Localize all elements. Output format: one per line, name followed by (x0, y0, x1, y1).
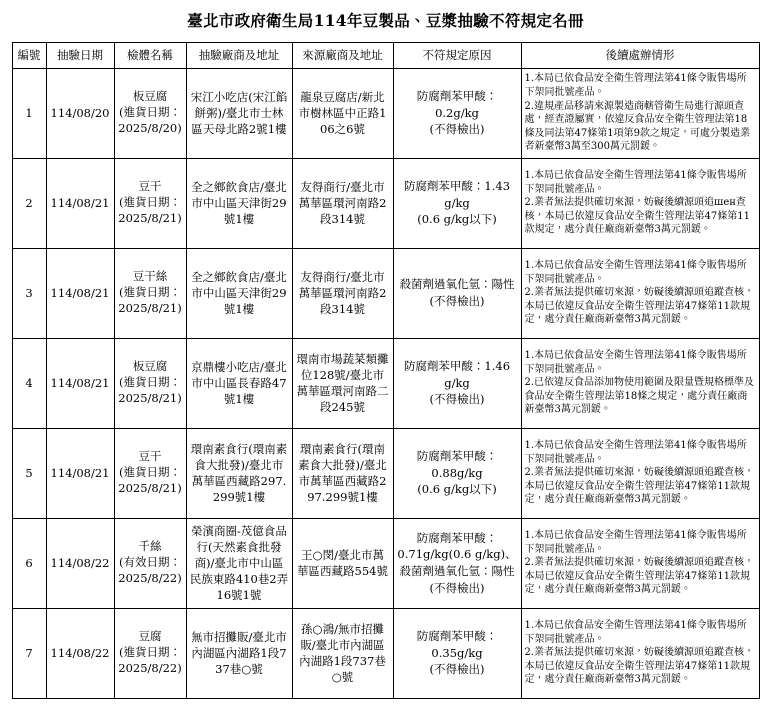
action-line: 2.業者無法提供確切來源，妨礙後續源頭追蹤查核，本局已依違反食品安全衛生管理法第47條第11款規定，處分責任廠商新臺幣3萬元罰鍰。 (524, 647, 755, 686)
sample-name-text: 板豆腐 (132, 89, 168, 104)
action-line: 2.業者無法提供確切來源，妨礙後續源頭追蹤查核，本局已依違反食品安全衛生管理法第47條第11款規定，處分責任廠商新臺幣3萬元罰鍰。 (524, 557, 755, 596)
cell-sample-name (114, 158, 186, 248)
reason-line: (0.6 g/kg以下) (417, 482, 497, 497)
cell-source: 環南素食行(環南素食大批發)/臺北市萬華區西藏路297.299號1樓 (292, 428, 393, 518)
sample-name-text: 千絲 (138, 539, 162, 554)
reason-line: 防腐劑苯甲酸：1.43 g/kg (403, 179, 511, 210)
action-line: 2.業者無法提供確切來源，妨礙後續源頭追蹤查核，本局已依違反食品安全衛生管理法第47條第11款規定，處分責任廠商新臺幣3萬元罰鍰。 (524, 467, 755, 506)
cell-sample-date: 114/08/21 (46, 248, 114, 338)
table-header-row (12, 42, 759, 68)
action-line: 1.本局已依食品安全衛生管理法第41條令販售場所下架同批號產品。 (524, 440, 747, 465)
cell-reason (393, 608, 521, 698)
cell-serial: 5 (12, 428, 46, 518)
reason-line: 防腐劑苯甲酸： (416, 530, 498, 545)
cell-sample-name (114, 248, 186, 338)
inspection-results-table (12, 42, 760, 699)
cell-vendor: 全之鄉飲食店/臺北市中山區天津街29號1樓 (186, 248, 292, 338)
cell-sample-date: 114/08/21 (46, 338, 114, 428)
cell-serial: 4 (12, 338, 46, 428)
cell-source: 孫○鴻/無市招攤販/臺北市內湖區內湖路1段737巷○號 (292, 608, 393, 698)
cell-sample-name (114, 608, 186, 698)
cell-vendor: 榮濱商圈-茂億食品行(天然素食批發商)/臺北市中山區民族東路410巷2弄16號1號 (186, 518, 292, 608)
reason-line: 防腐劑苯甲酸：0.88g/kg (416, 449, 498, 480)
column-header-action: 後續處辦情形 (521, 42, 759, 68)
reason-line: 殺菌劑過氧化氫：陽性 (399, 277, 515, 292)
column-header-source: 來源廠商及地址 (292, 42, 393, 68)
table-row (12, 248, 759, 338)
cell-reason (393, 428, 521, 518)
cell-action (521, 428, 759, 518)
cell-reason (393, 518, 521, 608)
cell-sample-name (114, 518, 186, 608)
cell-action (521, 608, 759, 698)
cell-sample-date: 114/08/21 (46, 428, 114, 518)
cell-source: 友得商行/臺北市萬華區環河南路2段314號 (292, 158, 393, 248)
action-line: 1.本局已依食品安全衛生管理法第41條令販售場所下架同批號產品。 (524, 170, 747, 195)
cell-serial: 7 (12, 608, 46, 698)
reason-line: (不得檢出) (429, 122, 485, 137)
reason-line: 0.71g/kg(0.6 g/kg)、 (397, 547, 517, 562)
cell-sample-date: 114/08/21 (46, 158, 114, 248)
cell-vendor: 無市招攤販/臺北市內湖區內湖路1段737巷○號 (186, 608, 292, 698)
cell-serial: 1 (12, 68, 46, 158)
reason-line: (不得檢出) (429, 294, 485, 309)
action-line: 2.業者無法提供確切來源，妨礙後續源頭追шен查核，本局已依違反食品安全衛生管理法第47條第11款規定，處分責任廠商新臺幣3萬元罰鍰。 (524, 197, 750, 236)
cell-reason (393, 248, 521, 338)
sample-date-note: (進貨日期：2025/8/21) (118, 195, 182, 226)
cell-vendor: 京鼎樓小吃店/臺北市中山區長春路47號1樓 (186, 338, 292, 428)
cell-sample-name (114, 68, 186, 158)
sample-date-note: (進貨日期：2025/8/20) (118, 105, 182, 136)
cell-action (521, 338, 759, 428)
cell-sample-name (114, 428, 186, 518)
cell-source: 王○閔/臺北市萬華區西藏路554號 (292, 518, 393, 608)
cell-reason (393, 338, 521, 428)
cell-vendor: 全之鄉飲食店/臺北市中山區天津街29號1樓 (186, 158, 292, 248)
reason-line: (不得檢出) (429, 662, 485, 677)
action-line: 1.本局已依食品安全衛生管理法第41條令販售場所下架同批號產品。 (524, 73, 747, 98)
column-header-sample-name: 檢體名稱 (114, 42, 186, 68)
action-line: 1.本局已依食品安全衛生管理法第41條令販售場所下架同批號產品。 (524, 620, 747, 645)
sample-name-text: 豆干 (138, 179, 162, 194)
cell-action (521, 68, 759, 158)
table-body (12, 68, 759, 698)
cell-sample-date: 114/08/20 (46, 68, 114, 158)
sample-name-text: 豆腐 (138, 629, 162, 644)
cell-reason (393, 68, 521, 158)
reason-line: 防腐劑苯甲酸：1.46 g/kg (403, 359, 511, 390)
cell-vendor: 環南素食行(環南素食大批發)/臺北市萬華區西藏路297.299號1樓 (186, 428, 292, 518)
cell-action (521, 248, 759, 338)
sample-date-note: (進貨日期：2025/8/22) (118, 645, 182, 676)
cell-action (521, 158, 759, 248)
sample-date-note: (有效日期：2025/8/22) (118, 555, 182, 586)
reason-line: (不得檢出) (429, 392, 485, 407)
table-row (12, 338, 759, 428)
action-line: 2.違規產品移請來源製造商轄管衛生局進行源頭查處，經查證屬實，依違反食品安全衛生管理法第18條及同法第47條第1項第9款之規定，可處分製造業者新臺幣3萬至300萬元罰鍰。 (524, 100, 750, 153)
sample-name-text: 板豆腐 (132, 359, 168, 374)
reason-line: 殺菌劑過氧化氫：陽性 (399, 564, 515, 579)
table-row (12, 428, 759, 518)
cell-serial: 3 (12, 248, 46, 338)
reason-line: 防腐劑苯甲酸：0.2g/kg (416, 89, 498, 120)
sample-date-note: (進貨日期：2025/8/21) (118, 375, 182, 406)
column-header-reason: 不符規定原因 (393, 42, 521, 68)
sample-name-text: 豆干 (138, 449, 162, 464)
reason-line: (不得檢出) (429, 580, 485, 595)
cell-source: 龍泉豆腐店/新北市樹林區中正路106之6號 (292, 68, 393, 158)
sample-date-note: (進貨日期：2025/8/21) (118, 465, 182, 496)
table-row (12, 158, 759, 248)
cell-sample-date: 114/08/22 (46, 608, 114, 698)
sample-name-text: 豆干絲 (132, 269, 168, 284)
cell-source: 友得商行/臺北市萬華區環河南路2段314號 (292, 248, 393, 338)
action-line: 2.已依違反食品添加物使用範圍及限量暨規格標準及食品安全衛生管理法第18條之規定，處分責任廠商新臺幣3萬元罰鍰。 (524, 377, 755, 416)
cell-source: 環南市場蔬菜類攤位128號/臺北市萬華區環河南路二段245號 (292, 338, 393, 428)
column-header-vendor: 抽驗廠商及地址 (186, 42, 292, 68)
reason-line: (0.6 g/kg以下) (417, 212, 497, 227)
cell-serial: 2 (12, 158, 46, 248)
column-header-sample-date: 抽驗日期 (46, 42, 114, 68)
action-line: 1.本局已依食品安全衛生管理法第41條令販售場所下架同批號產品。 (524, 260, 747, 285)
table-row (12, 68, 759, 158)
action-line: 2.業者無法提供確切來源，妨礙後續源頭追蹤查核，本局已依違反食品安全衛生管理法第47條第11款規定，處分責任廠商新臺幣3萬元罰鍰。 (524, 287, 755, 326)
reason-line: 防腐劑苯甲酸：0.35g/kg (416, 629, 498, 660)
action-line: 1.本局已依食品安全衛生管理法第41條令販售場所下架同批號產品。 (524, 350, 747, 375)
table-row (12, 518, 759, 608)
page-title: 臺北市政府衛生局114年豆製品、豆漿抽驗不符規定名冊 (187, 11, 584, 30)
cell-sample-name (114, 338, 186, 428)
sample-date-note: (進貨日期：2025/8/21) (118, 285, 182, 316)
cell-serial: 6 (12, 518, 46, 608)
cell-sample-date: 114/08/22 (46, 518, 114, 608)
cell-vendor: 宋江小吃店(宋江餡餅粥)/臺北市士林區天母北路2號1樓 (186, 68, 292, 158)
cell-action (521, 518, 759, 608)
cell-reason (393, 158, 521, 248)
table-row (12, 608, 759, 698)
column-header-serial: 編號 (12, 42, 46, 68)
action-line: 1.本局已依食品安全衛生管理法第41條令販售場所下架同批號產品。 (524, 530, 747, 555)
